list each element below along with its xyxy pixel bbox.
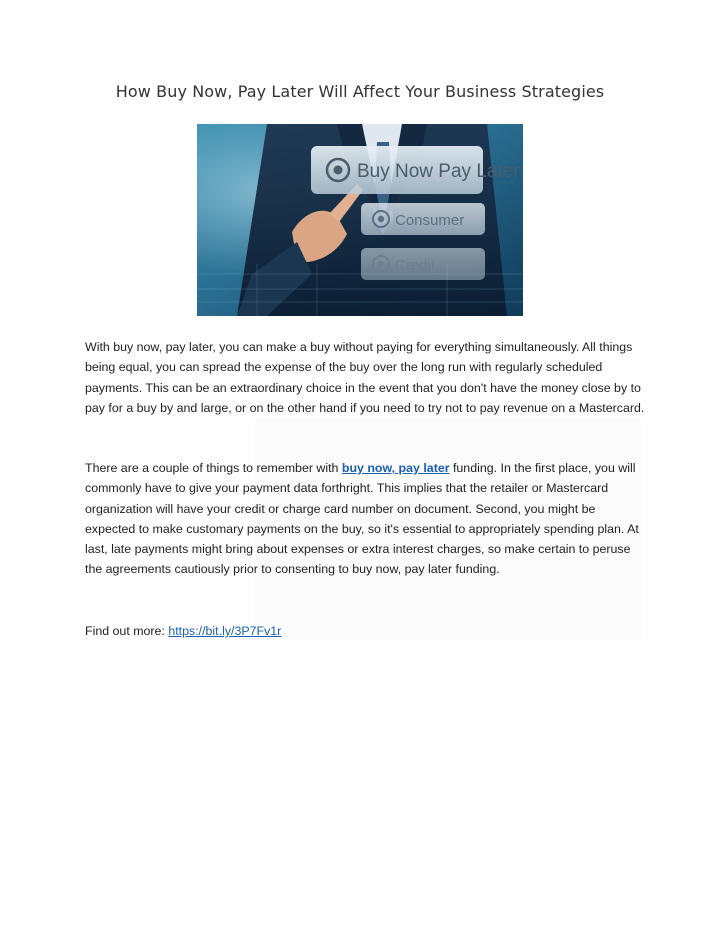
consumer-hero-button	[361, 203, 485, 235]
hero-image	[197, 124, 523, 316]
find-out-more-label: Find out more:	[85, 624, 169, 638]
hero-illustration	[197, 124, 523, 316]
paragraph-things-to-remember	[85, 458, 645, 580]
page-title: How Buy Now, Pay Later Will Affect Your Business Strategies	[115, 82, 605, 101]
bnpl-funding-link[interactable]: buy now, pay later	[341, 461, 450, 475]
hero-button-label-2: Consumer	[395, 212, 465, 229]
hero-button-label-1: Buy Now Pay Later	[357, 161, 520, 182]
paragraph-intro: With buy now, pay later, you can make a buy without paying for everything simultaneously. All things being equal, you can spread the expense of the buy over the long run with regularly scheduled payments. This can be an extraordinary choice in the event that you don't have the money close by to pay for a buy by and large, or on the other hand if you need to try not to pay revenue on a Mastercard.	[85, 340, 645, 415]
find-out-more-link[interactable]: https://bit.ly/3P7Fv1r	[168, 624, 282, 638]
paragraph-2-lead: There are a couple of things to remember with	[85, 461, 342, 475]
find-out-more	[85, 621, 645, 641]
paragraph-2-rest: funding. In the first place, you will commonly have to give your payment data forthright. This implies that the retailer or Mastercard organization will have your credit or charge card number on document. Second, you might be expected to make customary payments on the buy, so it's essential to appropriately spending plan. At last, late payments might bring about expenses or extra interest charges, so make certain to peruse the agreements cautiously prior to consenting to buy now, pay later funding.	[85, 461, 639, 577]
hero-button-label-3: Credit	[395, 257, 436, 274]
credit-hero-button	[361, 248, 485, 280]
